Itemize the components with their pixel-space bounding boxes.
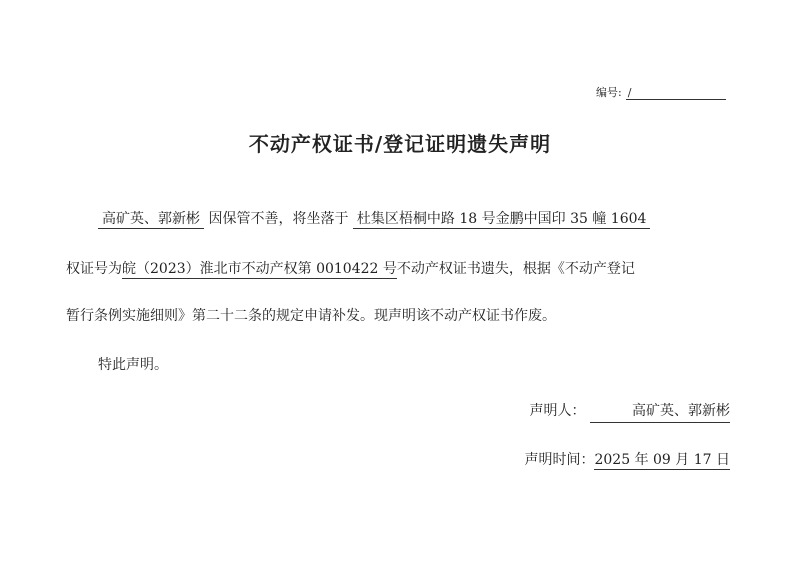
body-text-2: 权证号为 [66, 261, 122, 277]
serial-value: / [626, 86, 726, 100]
declarant-line [530, 401, 730, 423]
document-title: 不动产权证书/登记证明遗失声明 [248, 132, 552, 156]
body-line-1 [98, 209, 650, 229]
date-label: 声明时间： [524, 452, 595, 468]
body-line-2 [66, 259, 635, 279]
body-text-3: 不动产权证书遗失，根据《不动产登记 [396, 261, 635, 277]
owners-name: 高矿英、郭新彬 [98, 211, 204, 229]
serial-number [596, 84, 726, 100]
date-line [524, 450, 730, 470]
property-location: 杜集区梧桐中路 18 号金鹏中国印 35 幢 1604 [353, 211, 651, 229]
declarant-label: 声明人： [529, 403, 586, 419]
declarant-name: 高矿英、郭新彬 [590, 401, 730, 423]
serial-label: 编号: [596, 86, 622, 99]
body-line-4 [98, 355, 168, 375]
body-text-5: 特此声明。 [98, 357, 168, 373]
body-line-3 [66, 306, 556, 326]
certificate-number: 皖（2023）淮北市不动产权第 0010422 号 [122, 261, 397, 277]
declaration-date: 2025 年 09 月 17 日 [594, 452, 730, 468]
body-text-4: 暂行条例实施细则》第二十二条的规定申请补发。现声明该不动产权证书作废。 [66, 308, 556, 324]
body-text-1: 因保管不善，将坐落于 [208, 211, 349, 227]
